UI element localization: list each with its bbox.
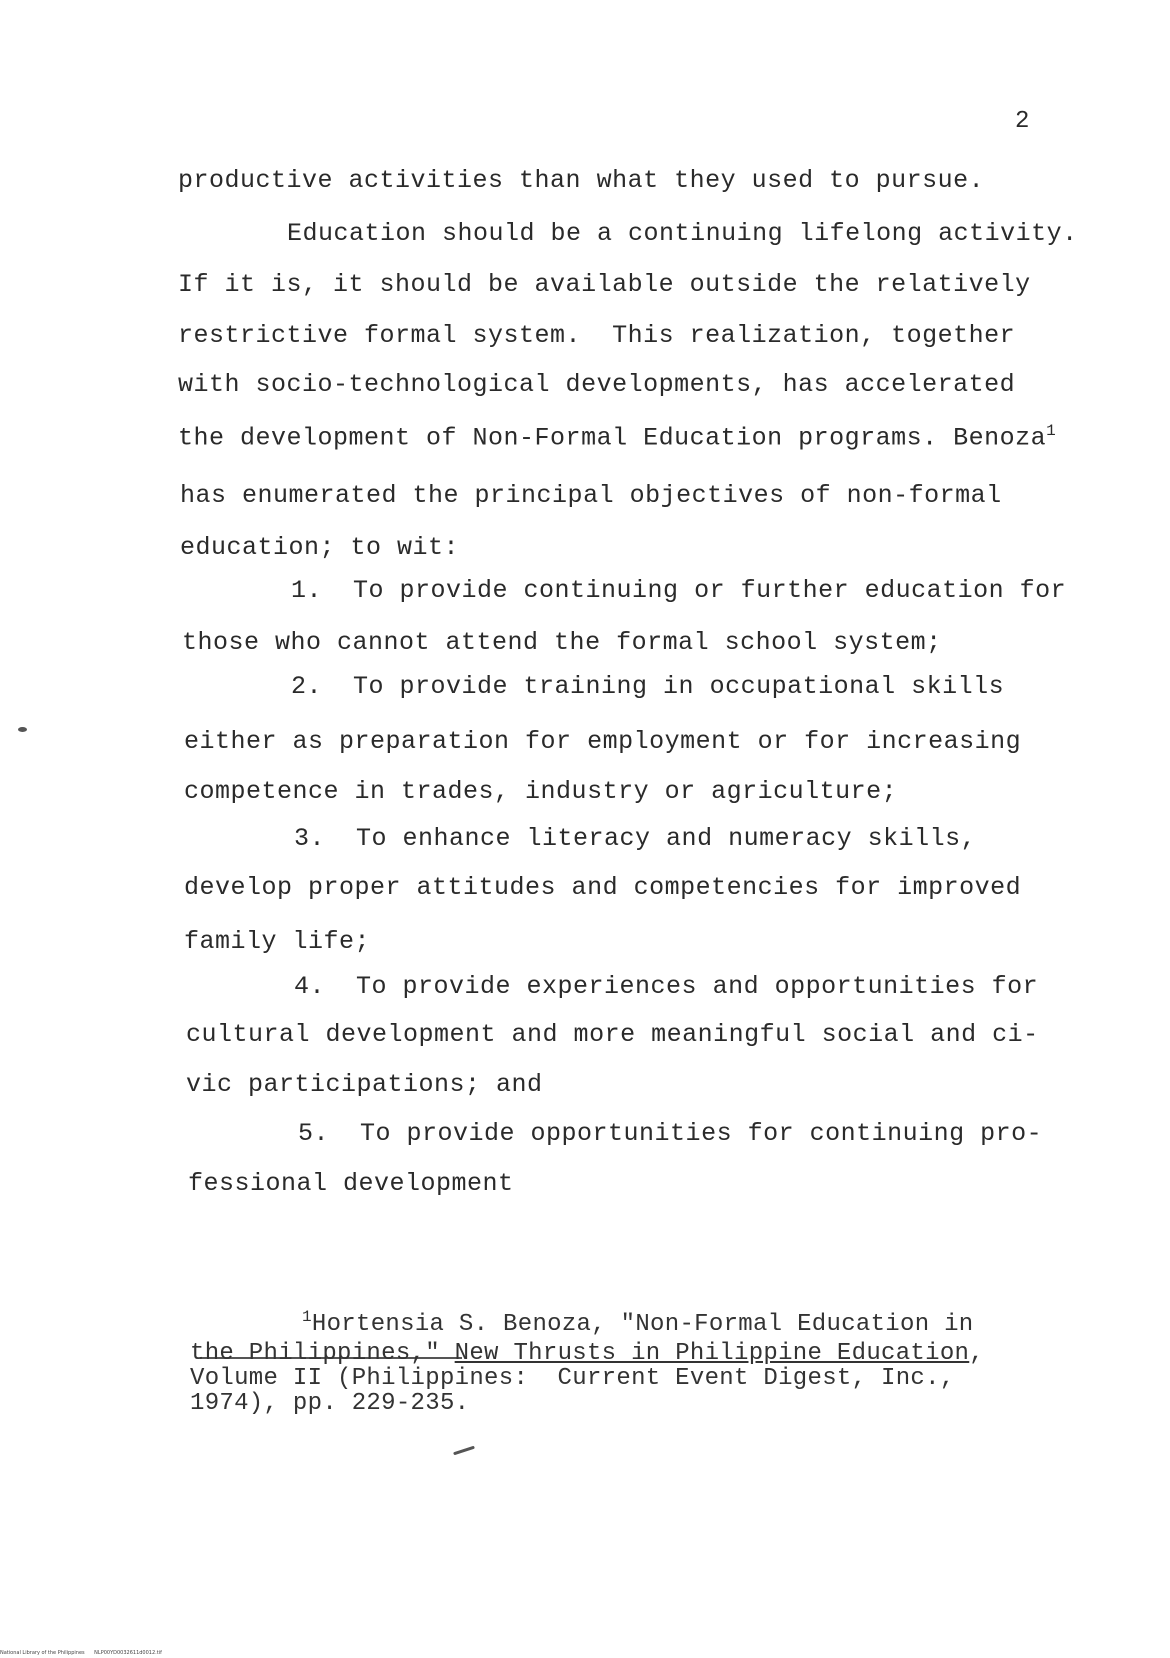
list-item-5-line-2: fessional development xyxy=(188,1169,514,1198)
footnote-line-2 xyxy=(190,1340,984,1367)
pen-mark xyxy=(453,1446,475,1456)
scan-footer: National Library of the Philippines NLP00YD0032611d0012.tif xyxy=(0,1650,162,1656)
scan-speck xyxy=(18,727,27,732)
list-item-1-line-1: 1. To provide continuing or further education for xyxy=(291,576,1067,605)
body-line-6-text: the development of Non-Formal Education programs. Benoza xyxy=(178,423,1047,453)
footnote-line-1-text: Hortensia S. Benoza, "Non-Formal Education in xyxy=(311,1311,974,1338)
footnote-number: 1 xyxy=(302,1308,312,1326)
body-line-3: If it is, it should be available outside the relatively xyxy=(178,270,1031,299)
footnote-line-4: 1974), pp. 229-235. xyxy=(190,1390,470,1417)
list-item-4-line-3: vic participations; and xyxy=(186,1070,543,1099)
list-item-1-line-2: those who cannot attend the formal school system; xyxy=(182,628,942,657)
body-line-4: restrictive formal system. This realization, together xyxy=(178,321,1016,350)
list-item-2-line-1: 2. To provide training in occupational skills xyxy=(291,672,1005,701)
footnote-line-3: Volume II (Philippines: Current Event Digest, Inc., xyxy=(190,1365,955,1392)
list-item-4-line-2: cultural development and more meaningful social and ci- xyxy=(186,1020,1039,1049)
footnote-line-1 xyxy=(302,1308,974,1338)
footnote-line-2-pre: the Philippines," xyxy=(190,1340,455,1367)
footnote-book-title: New Thrusts in Philippine Education xyxy=(454,1340,970,1367)
body-line-2: Education should be a continuing lifelong activity. xyxy=(287,219,1078,248)
page-number: 2 xyxy=(1015,108,1030,135)
body-line-5: with socio-technological developments, has accelerated xyxy=(178,370,1016,399)
list-item-2-line-3: competence in trades, industry or agriculture; xyxy=(184,777,898,806)
body-line-7: has enumerated the principal objectives of non-formal xyxy=(180,481,1002,510)
list-item-3-line-2: develop proper attitudes and competencies for improved xyxy=(184,873,1022,902)
footnote-line-2-post: , xyxy=(969,1340,984,1367)
list-item-4-line-1: 4. To provide experiences and opportunities for xyxy=(294,972,1039,1001)
list-item-3-line-1: 3. To enhance literacy and numeracy skills, xyxy=(294,824,977,853)
list-item-3-line-3: family life; xyxy=(184,927,371,956)
body-line-8: education; to wit: xyxy=(180,533,460,562)
body-line-6 xyxy=(178,422,1056,452)
body-line-1: productive activities than what they used to pursue. xyxy=(178,166,985,195)
list-item-5-line-1: 5. To provide opportunities for continuing pro- xyxy=(298,1119,1043,1148)
footnote-marker: 1 xyxy=(1046,422,1057,440)
list-item-2-line-2: either as preparation for employment or for increasing xyxy=(184,727,1022,756)
